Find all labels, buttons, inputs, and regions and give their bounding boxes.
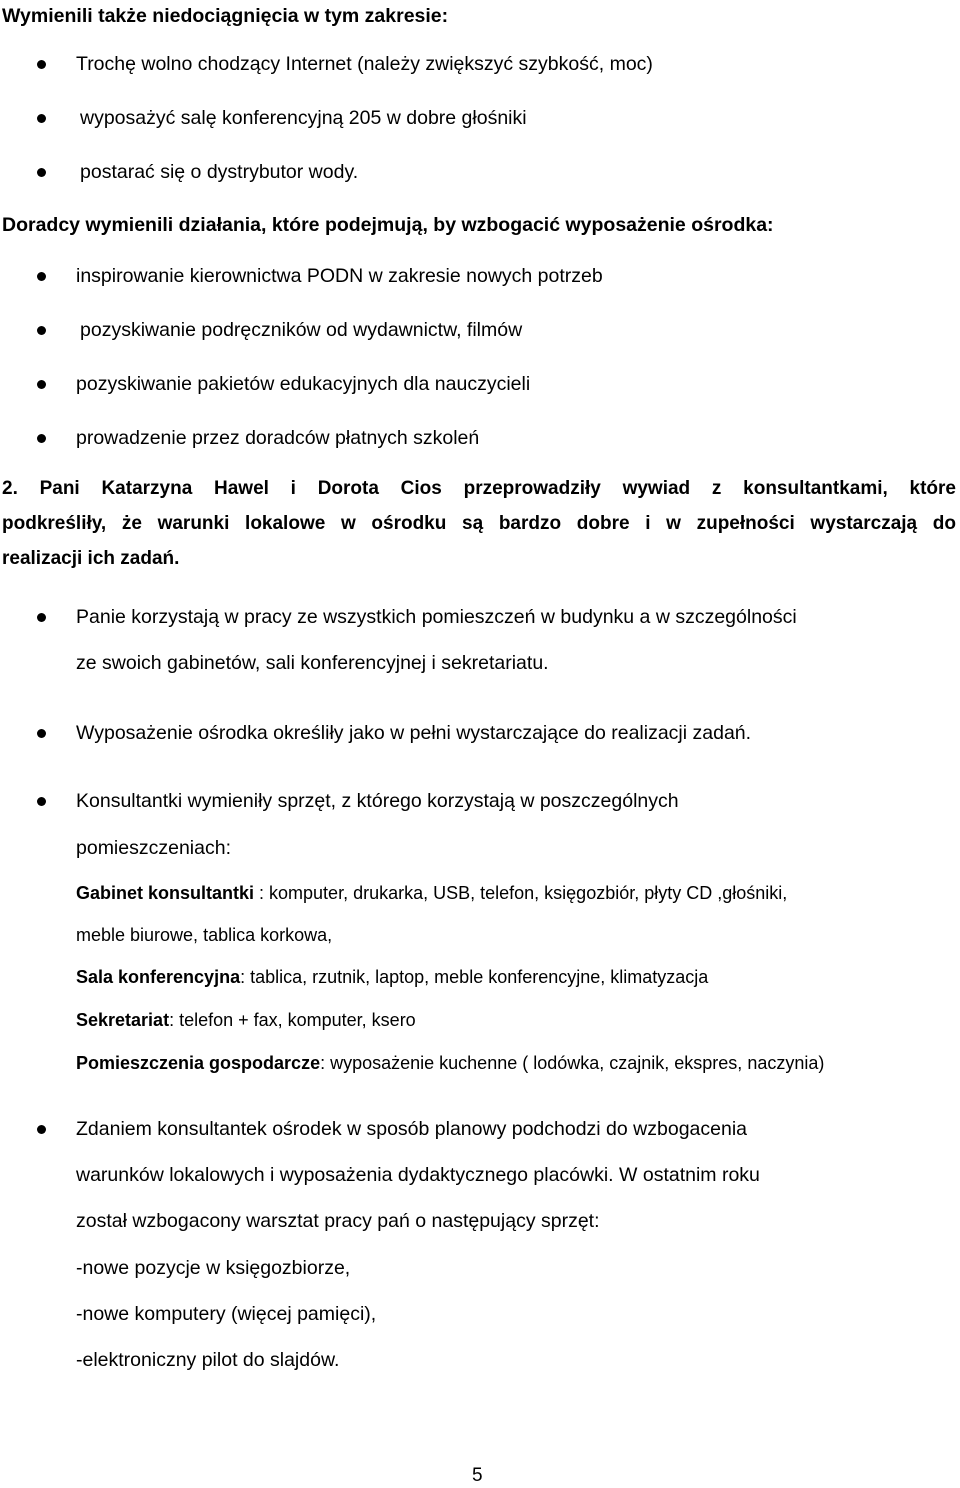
room-label: Sekretariat	[76, 1010, 170, 1030]
page-number: 5	[472, 1465, 483, 1486]
bullet-icon	[37, 613, 46, 622]
room-equipment: : komputer, drukarka, USB, telefon, księgozbiór, płyty CD ,głośniki,	[254, 883, 788, 903]
room-label: Gabinet konsultantki	[76, 883, 255, 903]
list-item: prowadzenie przez doradców płatnych szkoleń	[76, 427, 480, 449]
section-heading-interview-line2: podkreśliły, że warunki lokalowe w ośrodku są bardzo dobre i w zupełności wystarczają do	[2, 513, 956, 534]
list-item: Zdaniem konsultantek ośrodek w sposób planowy podchodzi do wzbogacenia	[76, 1118, 747, 1140]
room-equipment: : telefon + fax, komputer, ksero	[169, 1010, 416, 1030]
equipment-line: -nowe komputery (więcej pamięci),	[76, 1303, 377, 1325]
room-equipment: : tablica, rzutnik, laptop, meble konferencyjne, klimatyzacja	[240, 967, 709, 987]
room-gabinet-continuation: meble biurowe, tablica korkowa,	[76, 925, 333, 945]
room-gabinet	[76, 881, 787, 905]
list-item: pozyskiwanie pakietów edukacyjnych dla nauczycieli	[76, 373, 531, 395]
bullet-icon	[37, 168, 46, 177]
list-item-continuation: ze swoich gabinetów, sali konferencyjnej i sekretariatu.	[76, 652, 549, 674]
list-item: pozyskiwanie podręczników od wydawnictw, filmów	[80, 319, 523, 341]
list-item: postarać się o dystrybutor wody.	[80, 161, 359, 183]
bullet-icon	[37, 380, 46, 389]
list-item: Wyposażenie ośrodka określiły jako w pełni wystarczające do realizacji zadań.	[76, 722, 752, 744]
list-item: wyposażyć salę konferencyjną 205 w dobre głośniki	[80, 107, 527, 129]
bullet-icon	[37, 272, 46, 281]
list-item-continuation: został wzbogacony warsztat pracy pań o następujący sprzęt:	[76, 1210, 600, 1232]
section-heading-advisors: Doradcy wymienili działania, które podejmują, by wzbogacić wyposażenie ośrodka:	[2, 214, 774, 236]
room-label: Sala konferencyjna	[76, 967, 241, 987]
section-heading-shortcomings: Wymienili także niedociągnięcia w tym zakresie:	[2, 5, 449, 27]
bullet-icon	[37, 434, 46, 443]
bullet-icon	[37, 326, 46, 335]
equipment-line: -elektroniczny pilot do slajdów.	[76, 1349, 340, 1371]
room-gospodarcze	[76, 1051, 824, 1075]
room-label: Pomieszczenia gospodarcze	[76, 1053, 321, 1073]
section-heading-interview-line3: realizacji ich zadań.	[2, 548, 180, 569]
list-item: Konsultantki wymieniły sprzęt, z którego korzystają w poszczególnych	[76, 790, 679, 812]
list-item-continuation: pomieszczeniach:	[76, 837, 231, 859]
list-item: inspirowanie kierownictwa PODN w zakresie nowych potrzeb	[76, 265, 603, 287]
room-sala	[76, 965, 708, 989]
bullet-icon	[37, 114, 46, 123]
bullet-icon	[37, 797, 46, 806]
list-item: Panie korzystają w pracy ze wszystkich pomieszczeń w budynku a w szczególności	[76, 606, 797, 628]
room-equipment: : wyposażenie kuchenne ( lodówka, czajnik, ekspres, naczynia)	[320, 1053, 825, 1073]
room-sekretariat	[76, 1008, 416, 1032]
bullet-icon	[37, 729, 46, 738]
list-item: Trochę wolno chodzący Internet (należy zwiększyć szybkość, moc)	[76, 53, 653, 75]
list-item-continuation: warunków lokalowych i wyposażenia dydaktycznego placówki. W ostatnim roku	[76, 1164, 760, 1186]
bullet-icon	[37, 60, 46, 69]
equipment-line: -nowe pozycje w księgozbiorze,	[76, 1257, 351, 1279]
section-heading-interview-line1: 2. Pani Katarzyna Hawel i Dorota Cios przeprowadziły wywiad z konsultantkami, które	[2, 478, 956, 499]
bullet-icon	[37, 1125, 46, 1134]
